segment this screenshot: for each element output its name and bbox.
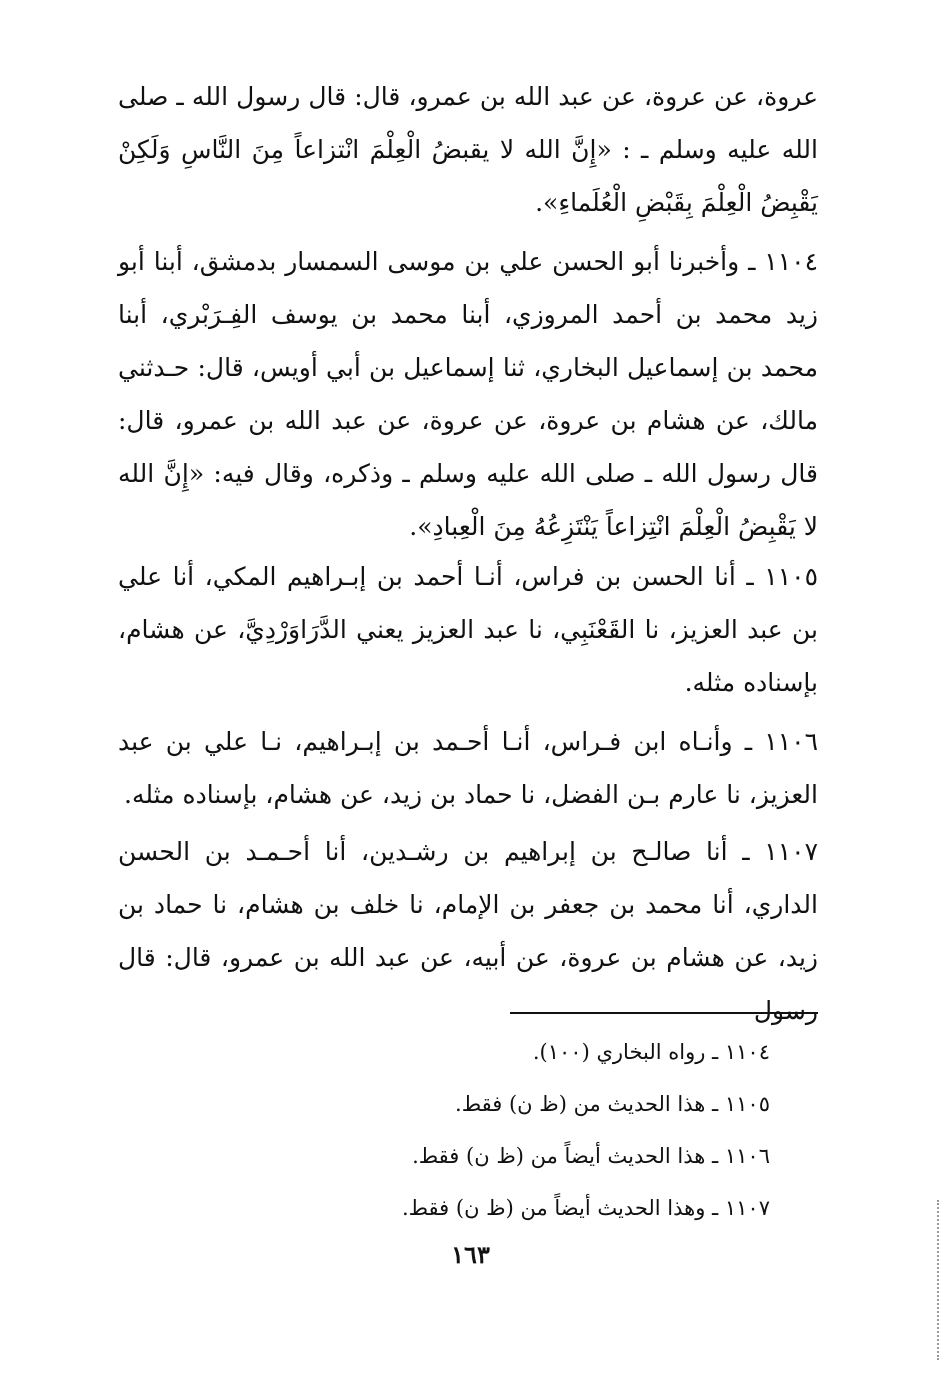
footnote-1106: ١١٠٦ ـ هذا الحديث أيضاً من (ظ ن) فقط. (412, 1144, 770, 1168)
footnote-divider (510, 1012, 818, 1014)
paragraph-text: ١١٠٦ ـ وأنـاه ابن فـراس، أنـا أحـمد بن إبـراهيم، نـا علي بن عبد العزيز، نا عارم بـن الفضل، نا حماد بن زيد، عن هشام، بإسناده مثله. (118, 727, 818, 809)
paragraph-text: ١١٠٤ ـ وأخبرنا أبو الحسن علي بن موسى السمسار بدمشق، أبنا أبو زيد محمد بن أحمد المروزي، أبنا محمد بن يوسف الفِـرَبْري، أبنا محمد بن إسماعيل البخاري، ثنا إسماعيل بن أبي أويس، قال: حـدثني مالك، عن هشام بن عروة، عن عروة، عن عبد الله بن عمرو، قال: قال رسول الله ـ صلى الله عليه وسلم ـ وذكره، وقال فيه: «إِنَّ الله لا يَقْبِضُ الْعِلْمَ انْتِزاعاً يَنْتَزِعُهُ مِنَ الْعِبادِ». (118, 247, 818, 541)
footnotes-section (300, 1030, 770, 1238)
hadith-1106 (118, 715, 818, 821)
paragraph-text: عروة، عن عروة، عن عبد الله بن عمرو، قال: قال رسول الله ـ صلى الله عليه وسلم ـ : «إِنَّ الله لا يقبضُ الْعِلْمَ انْتزاعاً مِنَ النَّاسِ وَلَكِنْ يَقْبِضُ الْعِلْمَ بِقَبْضِ الْعُلَماءِ». (118, 82, 818, 217)
hadith-1104 (118, 235, 818, 553)
paragraph-text: ١١٠٧ ـ أنا صالـح بن إبراهيم بن رشـدين، أنا أحـمـد بن الحسن الداري، أنا محمد بن جعفر بن الإمام، نا خلف بن هشام، نا حماد بن زيد، عن هشام بن عروة، عن أبيه، عن عبد الله بن عمرو، قال: قال رسول (118, 837, 818, 1025)
footnote-1107: ١١٠٧ ـ وهذا الحديث أيضاً من (ظ ن) فقط. (401, 1196, 770, 1220)
hadith-1105 (118, 550, 818, 709)
paragraph-text: ١١٠٥ ـ أنا الحسن بن فراس، أنـا أحمد بن إبـراهيم المكي، أنا علي بن عبد العزيز، نا القَعْنَبِي، نا عبد العزيز يعني الدَّرَاوَرْدِيَّ، عن هشام، بإسناده مثله. (118, 562, 818, 697)
footnote-1104: ١١٠٤ ـ رواه البخاري (١٠٠). (532, 1040, 770, 1064)
scan-edge-dots (935, 1200, 939, 1360)
hadith-1107 (118, 825, 818, 1037)
footnote-1105: ١١٠٥ ـ هذا الحديث من (ظ ن) فقط. (455, 1092, 770, 1116)
page-number: ١٦٣ (451, 1240, 490, 1269)
paragraph-continuation (118, 70, 818, 229)
